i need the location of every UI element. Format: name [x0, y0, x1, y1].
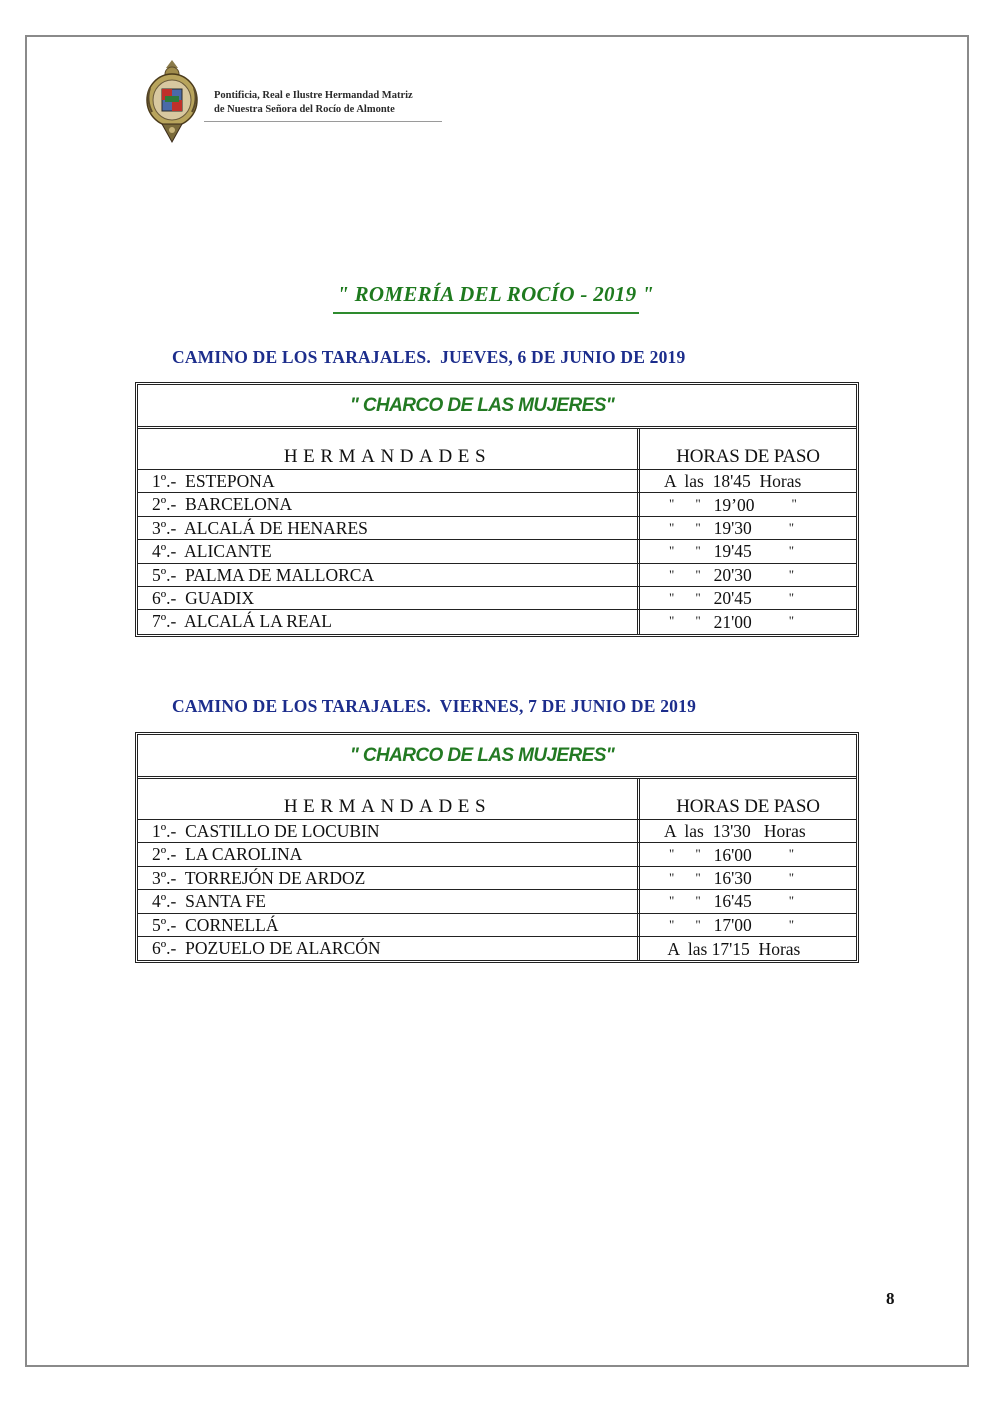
- ditto-mark: ": [788, 846, 795, 862]
- section-title-thursday: CAMINO DE LOS TARAJALES. JUEVES, 6 DE JUNIO DE 2019: [172, 347, 686, 367]
- organization-name: [214, 89, 413, 117]
- pass-time: A las 13'30 Horas: [664, 821, 806, 842]
- table-row: [138, 937, 856, 960]
- table-row: [138, 517, 856, 540]
- ditto-mark: ": [788, 893, 795, 909]
- organization-name-line2: de Nuestra Señora del Rocío de Almonte: [214, 104, 395, 115]
- table-row: [138, 843, 856, 866]
- ditto-mark: ": [788, 869, 795, 885]
- brotherhood-name: 3º.- ALCALÁ DE HENARES: [138, 517, 640, 539]
- pass-time: 20'30: [713, 564, 752, 585]
- table-header-row: [138, 779, 856, 820]
- pass-time: 16'30: [713, 867, 752, 888]
- brotherhood-name: 7º.- ALCALÁ LA REAL: [138, 610, 640, 633]
- pass-time: A las 17'15 Horas: [664, 938, 801, 959]
- header-divider: [204, 121, 442, 122]
- main-title: " ROMERÍA DEL ROCÍO - 2019 ": [337, 282, 654, 306]
- location-row: [138, 385, 856, 429]
- organization-name-line1: Pontificia, Real e Ilustre Hermandad Matriz: [214, 90, 413, 101]
- table-row: [138, 470, 856, 493]
- pass-time: 19’00: [713, 494, 755, 515]
- ditto-mark: ": [788, 519, 795, 535]
- ditto-mark: ": [791, 496, 797, 512]
- pass-time: 17'00: [713, 914, 752, 935]
- ditto-mark: ": [695, 613, 701, 629]
- table-row: [138, 820, 856, 843]
- section-title-friday: CAMINO DE LOS TARAJALES. VIERNES, 7 DE JUNIO DE 2019: [172, 696, 697, 716]
- ditto-mark: ": [788, 613, 795, 629]
- pass-time: 20'45: [713, 588, 752, 609]
- table-row: [138, 914, 856, 937]
- ditto-mark: ": [788, 589, 795, 605]
- table-row: [138, 890, 856, 913]
- brotherhood-name: 4º.- ALICANTE: [138, 540, 640, 562]
- column-header-brotherhoods: HERMANDADES: [138, 429, 640, 469]
- table-row: [138, 587, 856, 610]
- brotherhood-name: 2º.- BARCELONA: [138, 493, 640, 515]
- ditto-mark: ": [695, 869, 701, 885]
- ditto-mark: ": [695, 589, 701, 605]
- ditto-mark: ": [669, 589, 675, 605]
- ditto-mark: ": [669, 519, 675, 535]
- brotherhood-crest-logo: [144, 58, 200, 144]
- pass-time: 19'45: [713, 541, 752, 562]
- table-row: [138, 564, 856, 587]
- brotherhood-name: 5º.- CORNELLÁ: [138, 914, 640, 936]
- ditto-mark: ": [695, 846, 701, 862]
- ditto-mark: ": [695, 543, 701, 559]
- ditto-mark: ": [669, 846, 675, 862]
- ditto-mark: ": [669, 916, 675, 932]
- table-row: [138, 540, 856, 563]
- brotherhood-name: 4º.- SANTA FE: [138, 890, 640, 912]
- ditto-mark: ": [788, 916, 795, 932]
- ditto-mark: ": [669, 869, 675, 885]
- brotherhood-name: 6º.- POZUELO DE ALARCÓN: [138, 937, 640, 960]
- ditto-mark: ": [669, 893, 675, 909]
- pass-time: 21'00: [713, 612, 752, 633]
- ditto-mark: ": [669, 543, 675, 559]
- ditto-mark: ": [695, 566, 701, 582]
- pass-time: A las 18'45 Horas: [664, 471, 802, 492]
- brotherhood-name: 1º.- CASTILLO DE LOCUBIN: [138, 820, 640, 842]
- table-header-row: [138, 429, 856, 470]
- location-name: " CHARCO DE LAS MUJERES": [349, 394, 615, 416]
- page-number: 8: [886, 1289, 895, 1308]
- schedule-table-thursday: [135, 382, 859, 637]
- column-header-times: HORAS DE PASO: [676, 446, 820, 467]
- ditto-mark: ": [669, 613, 675, 629]
- ditto-mark: ": [669, 496, 675, 512]
- table-row: [138, 493, 856, 516]
- ditto-mark: ": [695, 496, 701, 512]
- brotherhood-name: 3º.- TORREJÓN DE ARDOZ: [138, 867, 640, 889]
- pass-time: 16'00: [713, 844, 752, 865]
- location-row: [138, 735, 856, 779]
- pass-time: 19'30: [713, 517, 752, 538]
- brotherhood-name: 5º.- PALMA DE MALLORCA: [138, 564, 640, 586]
- schedule-table-friday: [135, 732, 859, 963]
- table-row: [138, 867, 856, 890]
- brotherhood-name: 6º.- GUADIX: [138, 587, 640, 609]
- column-header-brotherhoods: HERMANDADES: [138, 779, 640, 819]
- ditto-mark: ": [695, 916, 701, 932]
- ditto-mark: ": [695, 893, 701, 909]
- ditto-mark: ": [695, 519, 701, 535]
- ditto-mark: ": [669, 566, 675, 582]
- pass-time: 16'45: [713, 891, 752, 912]
- ditto-mark: ": [788, 543, 795, 559]
- ditto-mark: ": [788, 566, 795, 582]
- main-title-underline: [333, 312, 639, 314]
- table-row: [138, 610, 856, 633]
- brotherhood-name: 2º.- LA CAROLINA: [138, 843, 640, 865]
- brotherhood-name: 1º.- ESTEPONA: [138, 470, 640, 492]
- column-header-times: HORAS DE PASO: [676, 796, 820, 817]
- location-name: " CHARCO DE LAS MUJERES": [349, 744, 615, 766]
